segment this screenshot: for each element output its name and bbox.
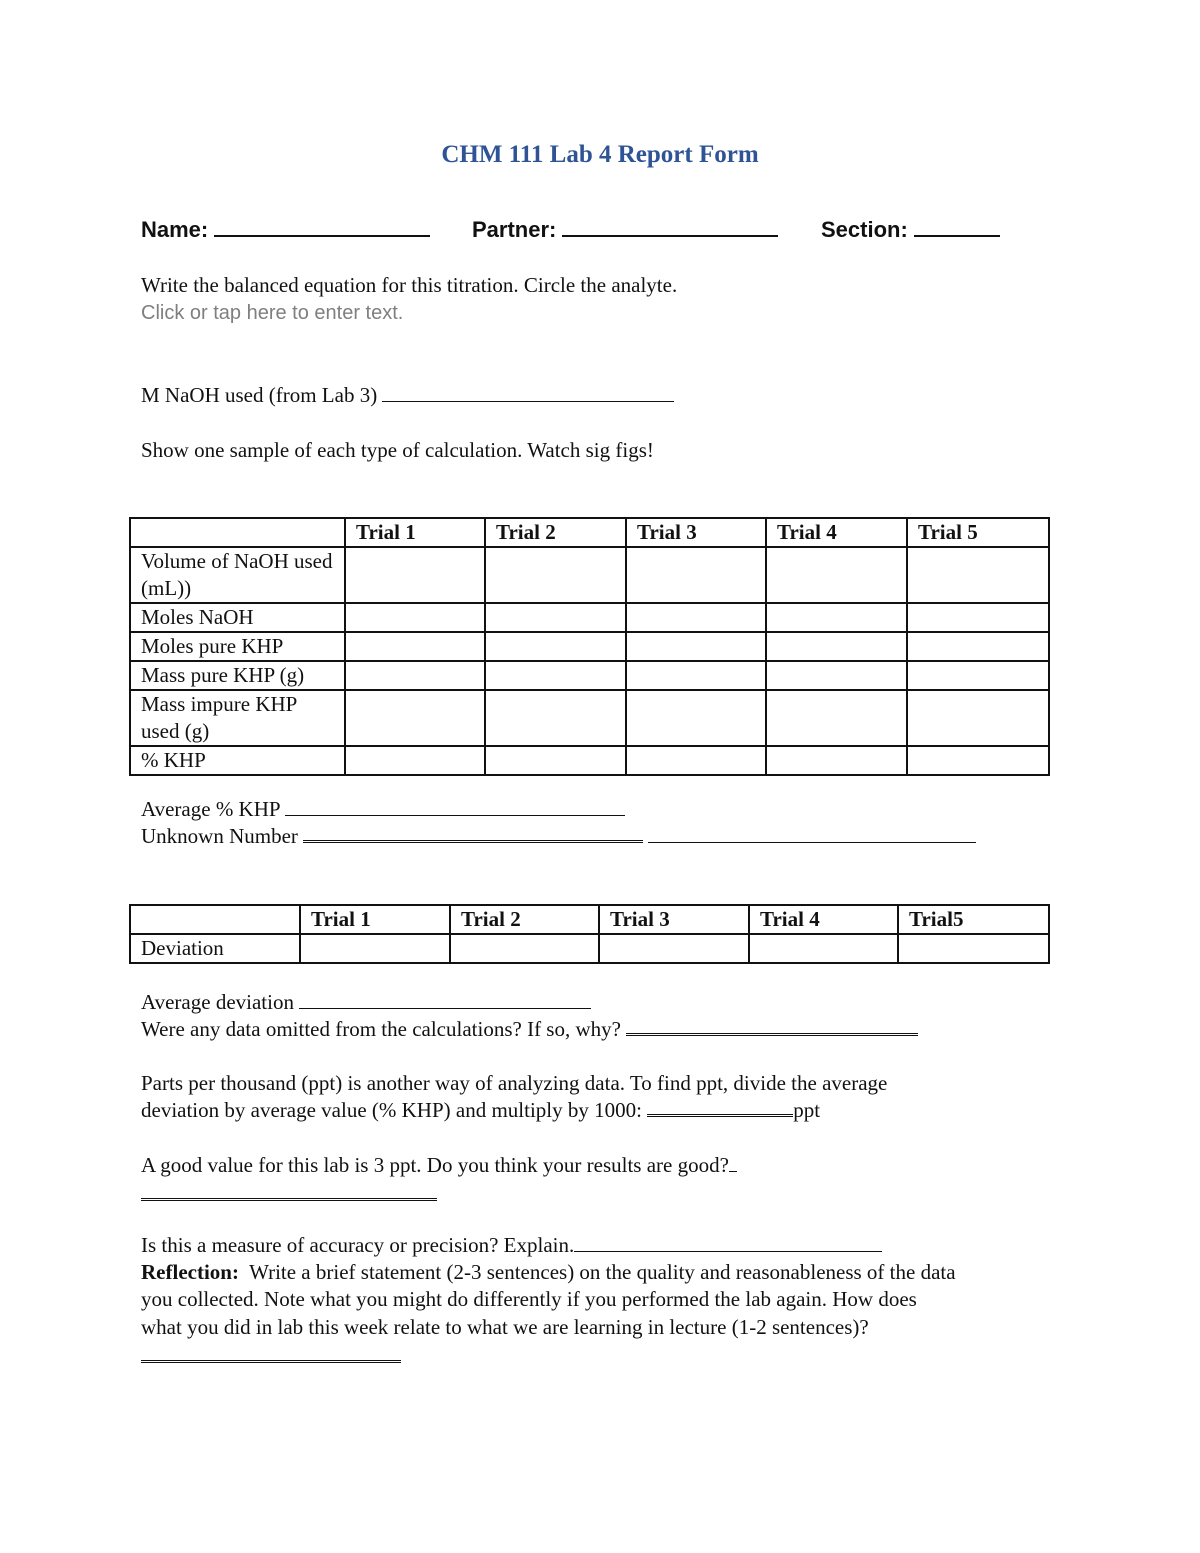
col-header-trial-5: Trial5 xyxy=(898,905,1049,934)
row-label-mass-impure-khp: Mass impure KHP used (g) xyxy=(130,690,345,746)
col-header-trial-5: Trial 5 xyxy=(907,518,1049,547)
table-cell[interactable] xyxy=(345,661,485,690)
table-cell[interactable] xyxy=(766,632,907,661)
partner-blank[interactable] xyxy=(562,215,778,237)
average-deviation-label: Average deviation xyxy=(141,990,294,1014)
page-title: CHM 111 Lab 4 Report Form xyxy=(441,141,759,168)
partner-label: Partner: xyxy=(472,217,557,242)
unknown-number-blank-2[interactable] xyxy=(648,826,976,843)
table-cell[interactable] xyxy=(626,547,766,603)
row-label-moles-pure-khp: Moles pure KHP xyxy=(130,632,345,661)
table-corner xyxy=(130,905,300,934)
accuracy-blank[interactable] xyxy=(574,1235,882,1252)
equation-input[interactable]: Click or tap here to enter text. xyxy=(141,302,404,324)
table-cell[interactable] xyxy=(345,690,485,746)
table-cell[interactable] xyxy=(626,632,766,661)
table-cell[interactable] xyxy=(766,690,907,746)
table-cell[interactable] xyxy=(907,547,1049,603)
table-cell[interactable] xyxy=(626,603,766,632)
name-label: Name: xyxy=(141,217,209,242)
sample-calc-note: Show one sample of each type of calculation. Watch sig figs! xyxy=(141,438,654,462)
ppt-line-1: Parts per thousand (ppt) is another way of analyzing data. To find ppt, divide the average xyxy=(141,1071,888,1095)
unknown-number-blank[interactable] xyxy=(303,824,643,843)
trials-table xyxy=(129,517,1050,776)
unknown-number-label: Unknown Number xyxy=(141,824,298,848)
table-cell[interactable] xyxy=(485,547,626,603)
row-label-percent-khp: % KHP xyxy=(130,746,345,775)
table-cell[interactable] xyxy=(599,934,749,963)
col-header-trial-3: Trial 3 xyxy=(599,905,749,934)
omitted-data-line xyxy=(141,1017,918,1042)
average-khp-blank[interactable] xyxy=(285,799,625,816)
reflection-blank[interactable] xyxy=(141,1360,401,1363)
table-corner xyxy=(130,518,345,547)
name-blank[interactable] xyxy=(214,215,430,237)
table-cell[interactable] xyxy=(907,661,1049,690)
section-label: Section: xyxy=(821,217,908,242)
table-cell[interactable] xyxy=(749,934,898,963)
accuracy-question: Is this a measure of accuracy or precision? Explain. xyxy=(141,1233,575,1257)
table-cell[interactable] xyxy=(766,661,907,690)
row-label-volume-naoh: Volume of NaOH used (mL)) xyxy=(130,547,345,603)
table-cell[interactable] xyxy=(450,934,599,963)
name-field xyxy=(141,215,430,243)
col-header-trial-1: Trial 1 xyxy=(345,518,485,547)
row-label-moles-naoh: Moles NaOH xyxy=(130,603,345,632)
table-cell[interactable] xyxy=(907,690,1049,746)
deviation-table xyxy=(129,904,1050,964)
reflection-line-2: you collected. Note what you might do differently if you performed the lab again. How does xyxy=(141,1287,917,1311)
reflection-label: Reflection: xyxy=(141,1260,239,1284)
ppt-unit: ppt xyxy=(793,1098,821,1122)
good-results-line xyxy=(141,1153,737,1178)
omitted-data-question: Were any data omitted from the calculations? If so, why? xyxy=(141,1017,621,1041)
col-header-trial-2: Trial 2 xyxy=(485,518,626,547)
molarity-label: M NaOH used (from Lab 3) xyxy=(141,383,378,407)
table-cell[interactable] xyxy=(345,547,485,603)
table-cell[interactable] xyxy=(300,934,450,963)
table-cell[interactable] xyxy=(485,632,626,661)
reflection-text-1: Write a brief statement (2-3 sentences) on the quality and reasonableness of the data xyxy=(249,1260,956,1284)
table-cell[interactable] xyxy=(485,603,626,632)
table-cell[interactable] xyxy=(345,603,485,632)
row-label-mass-pure-khp: Mass pure KHP (g) xyxy=(130,661,345,690)
col-header-trial-3: Trial 3 xyxy=(626,518,766,547)
table-cell[interactable] xyxy=(907,632,1049,661)
table-cell[interactable] xyxy=(766,603,907,632)
table-cell[interactable] xyxy=(485,690,626,746)
partner-field xyxy=(472,215,778,243)
average-khp-label: Average % KHP xyxy=(141,797,280,821)
table-cell[interactable] xyxy=(626,661,766,690)
table-cell[interactable] xyxy=(626,746,766,775)
omitted-data-blank[interactable] xyxy=(626,1017,918,1036)
col-header-trial-2: Trial 2 xyxy=(450,905,599,934)
accuracy-line xyxy=(141,1233,882,1258)
section-field xyxy=(821,215,1000,243)
average-deviation-line xyxy=(141,990,591,1015)
table-cell[interactable] xyxy=(766,746,907,775)
molarity-blank[interactable] xyxy=(382,385,674,402)
section-blank[interactable] xyxy=(914,215,1000,237)
ppt-line-2 xyxy=(141,1098,820,1123)
good-results-blank-start[interactable] xyxy=(729,1155,737,1172)
table-cell[interactable] xyxy=(485,661,626,690)
col-header-trial-4: Trial 4 xyxy=(749,905,898,934)
reflection-line-1 xyxy=(141,1260,956,1285)
table-cell[interactable] xyxy=(345,746,485,775)
table-cell[interactable] xyxy=(485,746,626,775)
ppt-instruction: deviation by average value (% KHP) and multiply by 1000: xyxy=(141,1098,642,1122)
table-cell[interactable] xyxy=(898,934,1049,963)
balanced-equation-prompt: Write the balanced equation for this titration. Circle the analyte. xyxy=(141,273,678,297)
table-cell[interactable] xyxy=(626,690,766,746)
unknown-number-line xyxy=(141,824,976,849)
good-results-blank[interactable] xyxy=(141,1198,437,1201)
col-header-trial-4: Trial 4 xyxy=(766,518,907,547)
average-deviation-blank[interactable] xyxy=(299,992,591,1009)
molarity-line xyxy=(141,383,674,408)
col-header-trial-1: Trial 1 xyxy=(300,905,450,934)
ppt-blank[interactable] xyxy=(647,1098,793,1117)
average-khp-line xyxy=(141,797,625,822)
good-results-question: A good value for this lab is 3 ppt. Do you think your results are good? xyxy=(141,1153,729,1177)
table-cell[interactable] xyxy=(907,746,1049,775)
row-label-deviation: Deviation xyxy=(130,934,300,963)
table-cell[interactable] xyxy=(907,603,1049,632)
table-cell[interactable] xyxy=(345,632,485,661)
table-cell[interactable] xyxy=(766,547,907,603)
reflection-line-3: what you did in lab this week relate to what we are learning in lecture (1-2 sentences)? xyxy=(141,1315,869,1339)
